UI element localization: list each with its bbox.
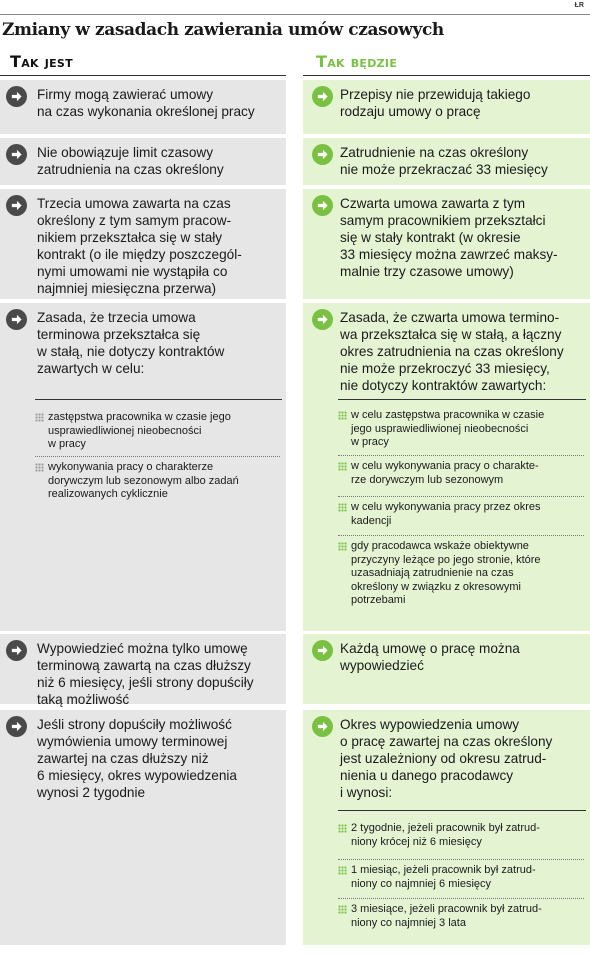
text-line: realizowanych cyklicznie bbox=[48, 488, 168, 500]
header-rule-left bbox=[0, 75, 286, 76]
source-credit: ŁR bbox=[574, 2, 584, 9]
section-divider bbox=[338, 399, 586, 400]
future-rule-3 bbox=[303, 189, 590, 299]
text-line: Przepisy nie przewidują takiego bbox=[340, 87, 531, 102]
text-line: wypowiedzieć bbox=[340, 658, 424, 673]
text-line: potrzebami bbox=[351, 594, 406, 606]
text-line: nikiem przekształca się w stały bbox=[37, 230, 223, 245]
arrow-right-icon bbox=[6, 144, 27, 165]
text-line: uzasadniają zatrudnienie na czas bbox=[351, 567, 514, 579]
text-line: Trzecia umowa zawarta na czas bbox=[37, 196, 231, 211]
current-rule-3 bbox=[0, 189, 286, 299]
text-line: nie może przekroczyć 33 miesięcy, bbox=[340, 361, 550, 376]
text-line: dorywczym lub sezonowym albo zadań bbox=[48, 474, 239, 487]
text-line: nymi umowami nie wystąpiła co bbox=[37, 264, 228, 279]
text-line: wykonywania pracy o charakterze bbox=[48, 461, 214, 473]
text-line: jest uzależniony od okresu zatrud- bbox=[340, 751, 547, 766]
text-line: niony krócej niż 6 miesięcy bbox=[351, 835, 482, 848]
exception-item bbox=[338, 501, 584, 528]
rule-text bbox=[340, 309, 586, 394]
text-line: nie może przekraczać 33 miesięcy bbox=[340, 162, 548, 177]
exception-item bbox=[338, 822, 584, 849]
exception-item bbox=[338, 540, 584, 608]
text-line: wynosi 2 tygodnie bbox=[37, 785, 146, 800]
text-line: Jeśli strony dopuściły możliwość bbox=[37, 717, 232, 732]
dot-grid-icon bbox=[338, 411, 347, 420]
text-line: rodzaju umowy o pracę bbox=[340, 104, 481, 119]
text-line: wymówienia umowy terminowej bbox=[37, 734, 228, 749]
text-line: 1 miesiąc, jeżeli pracownik był zatrud- bbox=[351, 864, 536, 876]
arrow-right-icon bbox=[6, 309, 27, 330]
exception-text bbox=[338, 460, 584, 487]
column-header-future: Tak będzie bbox=[316, 52, 398, 71]
dotted-separator bbox=[338, 898, 584, 899]
rule-text bbox=[340, 640, 586, 674]
dotted-separator bbox=[35, 456, 280, 457]
column-header-current: Tak jest bbox=[10, 52, 73, 71]
dot-grid-icon bbox=[338, 824, 347, 833]
dotted-separator bbox=[338, 859, 584, 860]
text-line: w pracy bbox=[48, 438, 86, 450]
text-line: rze dorywczym lub sezonowym bbox=[351, 473, 504, 486]
top-rule bbox=[0, 14, 590, 15]
text-line: w celu wykonywania pracy o charakte- bbox=[351, 460, 539, 472]
text-line: niony co najmniej 6 miesięcy bbox=[351, 877, 492, 890]
arrow-right-icon bbox=[6, 86, 27, 107]
rule-text bbox=[37, 640, 282, 708]
arrow-right-icon bbox=[312, 144, 333, 165]
text-line: kadencji bbox=[351, 514, 392, 527]
text-line: w stałą, nie dotyczy kontraktów bbox=[37, 344, 225, 359]
text-line: nie dotyczy kontraktów zawartych: bbox=[340, 378, 547, 393]
text-line: Nie obowiązuje limit czasowy bbox=[37, 145, 214, 160]
rule-text bbox=[37, 144, 282, 178]
dot-grid-icon bbox=[338, 462, 347, 471]
exception-item bbox=[35, 411, 280, 452]
dot-grid-icon bbox=[338, 542, 347, 551]
current-rule-5 bbox=[0, 634, 286, 707]
text-line: i wynosi: bbox=[340, 785, 393, 800]
text-line: określony w związku z okresowymi bbox=[351, 580, 521, 593]
text-line: w pracy bbox=[351, 436, 389, 448]
dot-grid-icon bbox=[35, 413, 44, 422]
future-rule-6 bbox=[303, 710, 590, 945]
rule-text bbox=[37, 309, 282, 377]
exception-text bbox=[35, 411, 280, 452]
text-line: zatrudnienia na czas określony bbox=[37, 162, 224, 177]
dot-grid-icon bbox=[338, 503, 347, 512]
current-rule-6 bbox=[0, 710, 286, 945]
text-line: 2 tygodnie, jeżeli pracownik był zatrud- bbox=[351, 822, 540, 834]
arrow-right-icon bbox=[312, 716, 333, 737]
future-rule-4 bbox=[303, 303, 590, 631]
exception-text bbox=[338, 501, 584, 528]
arrow-right-icon bbox=[6, 716, 27, 737]
exception-item bbox=[338, 460, 584, 487]
section-divider bbox=[338, 810, 586, 811]
text-line: 33 miesięcy można zawrzeć maksy- bbox=[340, 247, 558, 262]
exception-item bbox=[338, 864, 584, 891]
exception-item bbox=[338, 903, 584, 930]
text-line: wa przekształca się w stałą, a łączny bbox=[340, 327, 562, 342]
text-line: Czwarta umowa zawarta z tym bbox=[340, 196, 526, 211]
exception-item bbox=[338, 409, 584, 450]
text-line: nienia u danego pracodawcy bbox=[340, 768, 514, 783]
text-line: w celu wykonywania pracy przez okres bbox=[351, 501, 541, 513]
text-line: zawartej na czas dłuższy niż bbox=[37, 751, 209, 766]
exception-text bbox=[338, 822, 584, 849]
text-line: 3 miesiące, jeżeli pracownik był zatrud- bbox=[351, 903, 542, 915]
text-line: jego usprawiedliwionej nieobecności bbox=[351, 422, 529, 435]
exception-text bbox=[338, 540, 584, 608]
text-line: niony co najmniej 3 lata bbox=[351, 916, 466, 929]
exception-item bbox=[35, 461, 280, 502]
dotted-separator bbox=[338, 535, 584, 536]
rule-text bbox=[340, 716, 586, 801]
arrow-right-icon bbox=[312, 86, 333, 107]
dot-grid-icon bbox=[338, 905, 347, 914]
header-rule-right bbox=[303, 75, 590, 76]
text-line: zastępstwa pracownika w czasie jego bbox=[48, 411, 231, 423]
rule-text bbox=[340, 144, 586, 178]
dotted-separator bbox=[338, 496, 584, 497]
page-title: Zmiany w zasadach zawierania umów czasowych bbox=[2, 20, 444, 40]
text-line: Wypowiedzieć można tylko umowę bbox=[37, 641, 248, 656]
current-rule-2 bbox=[0, 138, 286, 185]
text-line: kontrakt (o ile między poszczegól- bbox=[37, 247, 242, 262]
rule-text bbox=[37, 716, 282, 801]
exception-text bbox=[338, 903, 584, 930]
exception-text bbox=[338, 864, 584, 891]
arrow-right-icon bbox=[6, 640, 27, 661]
future-rule-5 bbox=[303, 634, 590, 704]
arrow-right-icon bbox=[312, 309, 333, 330]
text-line: taką możliwość bbox=[37, 692, 130, 707]
arrow-right-icon bbox=[312, 195, 333, 216]
future-rule-1 bbox=[303, 80, 590, 134]
text-line: w celu zastępstwa pracownika w czasie bbox=[351, 409, 545, 421]
text-line: malnie trzy czasowe umowy) bbox=[340, 264, 514, 279]
current-rule-1 bbox=[0, 80, 286, 134]
dotted-separator bbox=[338, 455, 584, 456]
text-line: Zatrudnienie na czas określony bbox=[340, 145, 529, 160]
text-line: samym pracownikiem przekształci bbox=[340, 213, 546, 228]
text-line: na czas wykonania określonej pracy bbox=[37, 104, 255, 119]
text-line: niż 6 miesięcy, jeśli strony dopuściły bbox=[37, 675, 254, 690]
text-line: Zasada, że czwarta umowa termino- bbox=[340, 310, 560, 325]
arrow-right-icon bbox=[312, 640, 333, 661]
text-line: 6 miesięcy, okres wypowiedzenia bbox=[37, 768, 237, 783]
text-line: zawartych w celu: bbox=[37, 361, 145, 376]
text-line: określony z tym samym pracow- bbox=[37, 213, 232, 228]
arrow-right-icon bbox=[6, 195, 27, 216]
rule-text bbox=[37, 86, 282, 120]
current-rule-4 bbox=[0, 303, 286, 631]
text-line: Firmy mogą zawierać umowy bbox=[37, 87, 214, 102]
rule-text bbox=[340, 195, 586, 280]
text-line: Każdą umowę o pracę można bbox=[340, 641, 520, 656]
text-line: Zasada, że trzecia umowa bbox=[37, 310, 196, 325]
future-rule-2 bbox=[303, 138, 590, 185]
text-line: okres zatrudnienia na czas określony bbox=[340, 344, 564, 359]
section-divider bbox=[35, 399, 282, 400]
text-line: o pracę zawartej na czas określony bbox=[340, 734, 553, 749]
text-line: się w stały kontrakt (w okresie bbox=[340, 230, 521, 245]
text-line: usprawiedliwionej nieobecności bbox=[48, 424, 202, 437]
text-line: najmniej miesięczna przerwa) bbox=[37, 281, 217, 296]
rule-text bbox=[37, 195, 282, 297]
text-line: terminową zawartą na czas dłuższy bbox=[37, 658, 251, 673]
exception-text bbox=[338, 409, 584, 450]
dot-grid-icon bbox=[35, 463, 44, 472]
rule-text bbox=[340, 86, 586, 120]
text-line: gdy pracodawca wskaże obiektywne bbox=[351, 540, 529, 552]
text-line: Okres wypowiedzenia umowy bbox=[340, 717, 520, 732]
dot-grid-icon bbox=[338, 866, 347, 875]
text-line: przyczyny leżące po jego stronie, które bbox=[351, 553, 541, 566]
text-line: terminowa przekształca się bbox=[37, 327, 201, 342]
exception-text bbox=[35, 461, 280, 502]
